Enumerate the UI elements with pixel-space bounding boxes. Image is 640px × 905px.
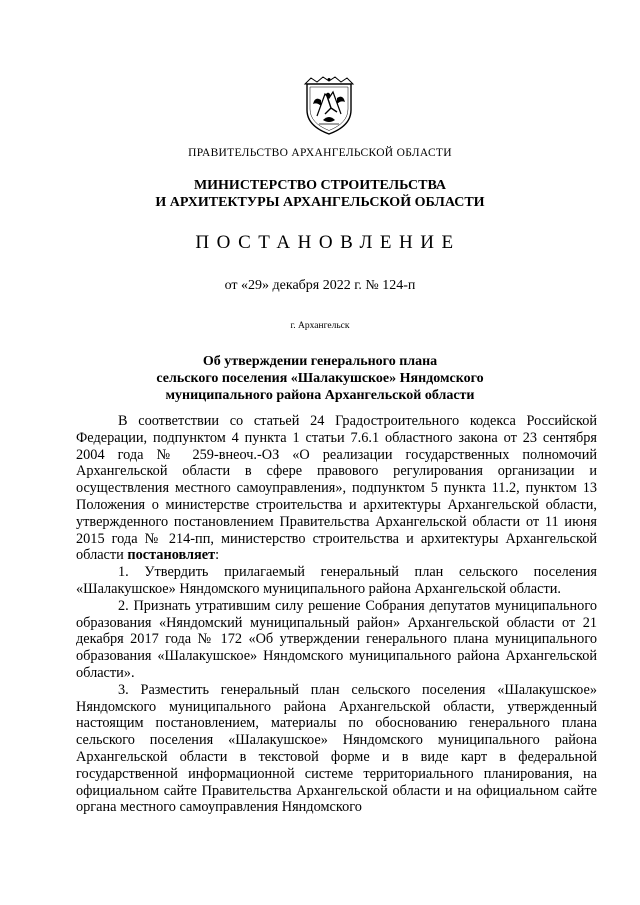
document-date-number: от «29» декабря 2022 г. № 124-п <box>224 278 416 293</box>
government-name: ПРАВИТЕЛЬСТВО АРХАНГЕЛЬСКОЙ ОБЛАСТИ <box>188 147 452 159</box>
item-2-paragraph: 2. Признать утратившим силу решение Собрания депутатов муниципального образования «Няндомский муниципальный район» Архангельской области от 21 декабря 2017 года № 172 «Об утверждении генерального плана муниципального образования «Шалакушское» Няндомского муниципального района Архангельской области». <box>76 597 597 681</box>
subject-line-1: Об утверждении генерального плана <box>202 354 438 369</box>
document-type-title: ПОСТАНОВЛЕНИЕ <box>195 232 461 253</box>
ministry-name <box>0 177 640 211</box>
subject-line-2: сельского поселения «Шалакушское» Няндомского <box>156 371 484 386</box>
preamble-paragraph <box>76 413 597 564</box>
document-body <box>76 413 597 816</box>
document-subject <box>0 353 640 404</box>
resolves-colon: : <box>215 547 220 564</box>
document-city: г. Архангельск <box>290 321 350 331</box>
item-3-paragraph: 3. Разместить генеральный план сельского поселения «Шалакушское» Няндомского муниципального района Архангельской области, утвержденный настоящим постановлением, материалы по обоснованию генерального плана сельского поселения «Шалакушское» Няндомского муниципального района Архангельской области в текстовой форме и в виде карт в федеральной государственной информационной системе территориального планирования, на официальном сайте Правительства Архангельской области и на официальном сайте органа местного самоуправления Няндомского <box>76 681 597 816</box>
subject-line-3: муниципального района Архангельской области <box>165 388 475 403</box>
ministry-name-line-2: И АРХИТЕКТУРЫ АРХАНГЕЛЬСКОЙ ОБЛАСТИ <box>155 195 485 210</box>
resolves-word: постановляет <box>127 547 216 564</box>
arkhangelsk-coat-of-arms-icon <box>303 76 355 136</box>
preamble-text: В соответствии со статьей 24 Градостроительного кодекса Российской Федерации, подпунктом 4 пункта 1 статьи 7.6.1 областного закона от 23 сентября 2004 года № 259-внеоч.-ОЗ «О реализации государственных полномочий Архангельской области в сфере правового регулирования организации и осуществления местного самоуправления», подпунктом 5 пункта 11.2, пунктом 13 Положения о министерстве строительства и архитектуры Архангельской области, утвержденного постановлением Правительства Архангельской области от 11 июня 2015 года № 214-пп, министерство строительства и архитектуры Архангельской области <box>76 413 597 564</box>
ministry-name-line-1: МИНИСТЕРСТВО СТРОИТЕЛЬСТВА <box>193 178 447 193</box>
item-1-paragraph: 1. Утвердить прилагаемый генеральный план сельского поселения «Шалакушское» Няндомского муниципального района Архангельской области. <box>76 564 597 597</box>
